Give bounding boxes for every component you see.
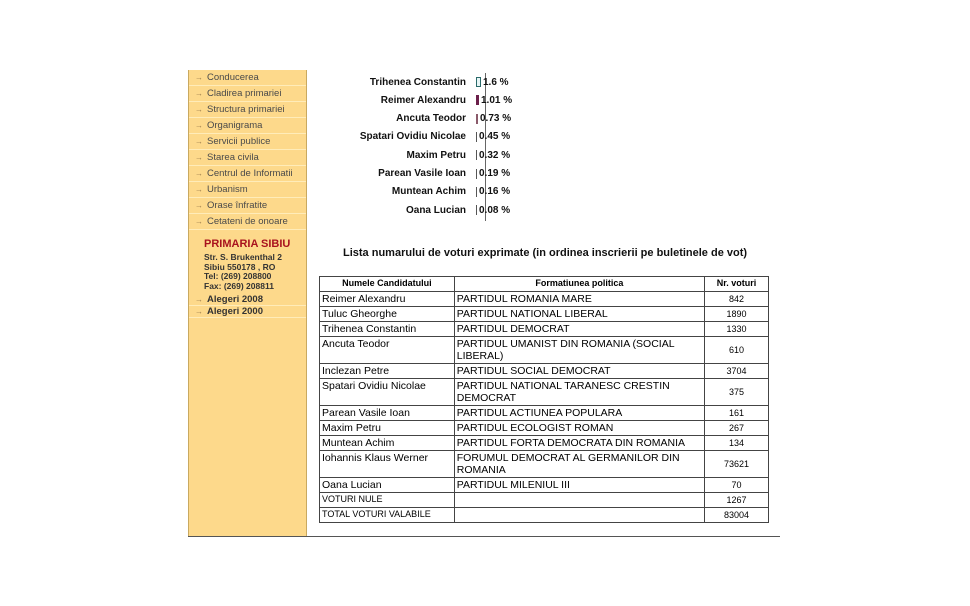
sidebar-item-label: Organigrama	[207, 120, 263, 131]
chart-bar	[476, 205, 477, 215]
chart-bar	[476, 150, 477, 160]
chart-bar	[476, 114, 478, 124]
summary-party	[454, 493, 704, 508]
arrow-right-icon: →	[195, 153, 203, 162]
column-header-votes: Nr. voturi	[705, 277, 769, 292]
candidate-name: Oana Lucian	[320, 478, 455, 493]
chart-category-label: Ancuta Teodor	[396, 113, 466, 125]
table-row	[320, 436, 769, 451]
chart-value-label: 0.32 %	[479, 149, 511, 161]
party-name: PARTIDUL FORTA DEMOCRATA DIN ROMANIA	[454, 436, 704, 451]
arrow-right-icon: →	[195, 217, 203, 226]
brand-title: PRIMARIA SIBIU	[204, 238, 291, 250]
candidate-name: Maxim Petru	[320, 421, 455, 436]
vote-count: 70	[705, 478, 769, 493]
chart-row	[358, 183, 558, 201]
party-name: PARTIDUL ROMANIA MARE	[454, 292, 704, 307]
chart-bar	[476, 77, 481, 87]
arrow-right-icon: →	[195, 201, 203, 210]
sidebar-item-conducerea[interactable]	[189, 70, 306, 86]
sidebar-item-label: Orase înfratite	[207, 200, 268, 211]
sidebar-item-centrul-de-informatii[interactable]	[189, 166, 306, 182]
chart-category-label: Trihenea Constantin	[369, 76, 466, 88]
election-links	[189, 294, 306, 318]
sidebar-item-label: Centrul de Informatii	[207, 168, 293, 179]
summary-label: VOTURI NULE	[320, 493, 455, 508]
sidebar-item-organigrama[interactable]	[189, 118, 306, 134]
vote-count: 267	[705, 421, 769, 436]
address-street: Str. S. Brukenthal 2	[204, 252, 282, 262]
candidate-name: Iohannis Klaus Werner	[320, 451, 455, 478]
sidebar-item-label: Structura primariei	[207, 104, 285, 115]
table-row	[320, 307, 769, 322]
sidebar-item-label: Starea civila	[207, 152, 259, 163]
chart-row	[358, 165, 558, 183]
summary-votes: 83004	[705, 508, 769, 523]
chart-bar	[476, 187, 477, 197]
candidate-name: Muntean Achim	[320, 436, 455, 451]
candidate-name: Tuluc Gheorghe	[320, 307, 455, 322]
sidebar-item-label: Urbanism	[207, 184, 248, 195]
chart-value-label: 0.73 %	[480, 113, 512, 125]
chart-value-label: 0.08 %	[479, 204, 511, 216]
arrow-right-icon: →	[195, 73, 203, 82]
arrow-right-icon: →	[195, 137, 203, 146]
chart-value-label: 0.16 %	[479, 186, 511, 198]
arrow-right-icon: →	[195, 105, 203, 114]
vote-count: 842	[705, 292, 769, 307]
address-city: Sibiu 550178 , RO	[204, 261, 276, 272]
candidate-name: Spatari Ovidiu Nicolae	[320, 379, 455, 406]
chart-row	[358, 128, 558, 146]
party-name: PARTIDUL NATIONAL LIBERAL	[454, 307, 704, 322]
arrow-right-icon: →	[195, 295, 203, 304]
sidebar-item-alegeri-2000[interactable]	[189, 306, 306, 318]
table-row	[320, 421, 769, 436]
address-fax: Fax: (269) 208811	[204, 280, 274, 291]
sidebar-item-servicii-publice[interactable]	[189, 134, 306, 150]
table-row	[320, 364, 769, 379]
chart-category-label: Parean Vasile Ioan	[378, 168, 466, 179]
summary-votes: 1267	[705, 493, 769, 508]
sidebar-item-label: Alegeri 2008	[207, 294, 263, 305]
table-header-row	[320, 277, 769, 292]
sidebar-item-orase-nfratite[interactable]	[189, 198, 306, 214]
chart-row	[358, 110, 558, 128]
column-header-name: Numele Candidatului	[320, 277, 455, 292]
vote-count: 1330	[705, 322, 769, 337]
results-title: Lista numarului de voturi exprimate (in ordinea inscrierii pe buletinele de vot)	[343, 247, 748, 259]
party-name: PARTIDUL ACTIUNEA POPULARA	[454, 406, 704, 421]
sidebar-item-label: Conducerea	[207, 72, 259, 83]
arrow-right-icon: →	[195, 185, 203, 194]
candidate-name: Ancuta Teodor	[320, 337, 455, 364]
sidebar-item-label: Alegeri 2000	[207, 306, 263, 317]
chart-value-label: 1.01 %	[481, 94, 513, 106]
chart-category-label: Oana Lucian	[405, 204, 466, 216]
sidebar-item-label: Cetateni de onoare	[207, 216, 288, 227]
summary-row	[320, 493, 769, 508]
party-name: PARTIDUL MILENIUL III	[454, 478, 704, 493]
sidebar-item-label: Servicii publice	[207, 136, 271, 147]
chart-category-label: Maxim Petru	[406, 149, 466, 161]
sidebar-item-alegeri-2008[interactable]	[189, 294, 306, 306]
chart-value-label: 0.19 %	[479, 168, 511, 179]
sidebar	[188, 70, 307, 536]
party-name: PARTIDUL ECOLOGIST ROMAN	[454, 421, 704, 436]
vote-count: 375	[705, 379, 769, 406]
address-tel: Tel: (269) 208800	[204, 271, 272, 281]
sidebar-item-urbanism[interactable]	[189, 182, 306, 198]
sidebar-item-cetateni-de-onoare[interactable]	[189, 214, 306, 230]
column-header-party: Formatiunea politica	[454, 277, 704, 292]
chart-bar	[476, 95, 479, 105]
chart-value-label: 0.45 %	[479, 131, 511, 143]
chart-row	[358, 91, 558, 109]
party-name: PARTIDUL UMANIST DIN ROMANIA (SOCIAL LIBERAL)	[454, 337, 704, 364]
sidebar-item-label: Cladirea primariei	[207, 88, 282, 99]
summary-party	[454, 508, 704, 523]
page-container	[188, 70, 780, 537]
results-table	[319, 276, 769, 523]
party-name: PARTIDUL SOCIAL DEMOCRAT	[454, 364, 704, 379]
candidate-name: Reimer Alexandru	[320, 292, 455, 307]
sidebar-item-structura-primariei[interactable]	[189, 102, 306, 118]
sidebar-item-starea-civila[interactable]	[189, 150, 306, 166]
chart-category-label: Reimer Alexandru	[380, 94, 466, 106]
vote-count: 1890	[705, 307, 769, 322]
vote-count: 73621	[705, 451, 769, 478]
arrow-right-icon: →	[195, 169, 203, 178]
candidate-name: Parean Vasile Ioan	[320, 406, 455, 421]
table-row	[320, 451, 769, 478]
vote-count: 3704	[705, 364, 769, 379]
chart-bar	[476, 132, 477, 142]
party-name: PARTIDUL NATIONAL TARANESC CRESTIN DEMOCRAT	[454, 379, 704, 406]
chart-bar	[476, 169, 477, 179]
chart-row	[358, 73, 558, 91]
address-block	[189, 253, 306, 291]
table-row	[320, 478, 769, 493]
vote-count: 134	[705, 436, 769, 451]
candidate-name: Trihenea Constantin	[320, 322, 455, 337]
table-row	[320, 379, 769, 406]
arrow-right-icon: →	[195, 307, 203, 316]
vote-count: 161	[705, 406, 769, 421]
table-row	[320, 406, 769, 421]
vote-percentage-chart	[358, 73, 558, 221]
table-row	[320, 322, 769, 337]
candidate-name: Inclezan Petre	[320, 364, 455, 379]
chart-row	[358, 146, 558, 164]
chart-category-label: Spatari Ovidiu Nicolae	[359, 131, 466, 143]
summary-row	[320, 508, 769, 523]
vote-count: 610	[705, 337, 769, 364]
summary-label: TOTAL VOTURI VALABILE	[320, 508, 455, 523]
chart-value-label: 1.6 %	[483, 76, 509, 88]
party-name: FORUMUL DEMOCRAT AL GERMANILOR DIN ROMANIA	[454, 451, 704, 478]
arrow-right-icon: →	[195, 89, 203, 98]
table-row	[320, 337, 769, 364]
arrow-right-icon: →	[195, 121, 203, 130]
chart-category-label: Muntean Achim	[391, 186, 466, 198]
sidebar-nav	[189, 70, 306, 230]
sidebar-item-cladirea-primariei[interactable]	[189, 86, 306, 102]
party-name: PARTIDUL DEMOCRAT	[454, 322, 704, 337]
table-row	[320, 292, 769, 307]
chart-row	[358, 201, 558, 219]
